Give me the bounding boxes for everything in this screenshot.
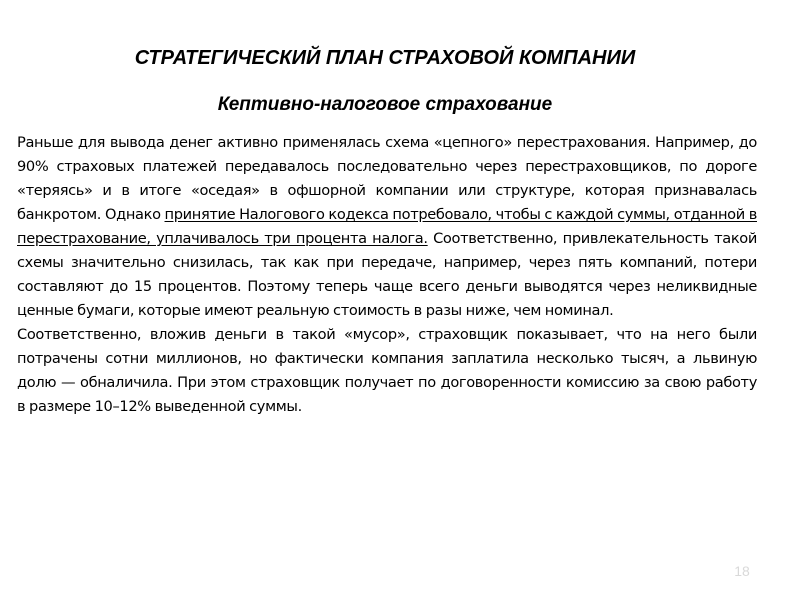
paragraph-1-underlined: принятие Налогового кодекса потребовало, чтобы с каждой суммы, отданной в перестрахование, уплачивалось три процента налога. (17, 206, 757, 247)
page-number: 18 (734, 563, 750, 579)
paragraph-1 (17, 131, 757, 323)
slide-subtitle: Кептивно-налоговое страхование (217, 94, 553, 115)
body-text (17, 131, 757, 419)
paragraph-1-rest: Соответственно, привлекательность такой схемы значительно снизилась, так как при передаче, например, через пять компаний, потери составляют до 15 процентов. Поэтому теперь чаще всего деньги выводятся через неликвидные ценные бумаги, которые имеют реальную стоимость в разы ниже, чем номинал. (17, 230, 757, 319)
paragraph-1-intro: Раньше для вывода денег активно применялась схема «цепного» перестрахования. Например, до 90% страховых платежей передавалось последовательно через перестраховщиков, по дороге «теряясь» и в итоге «оседая» в офшорной компании или структуре, которая признавалась банкротом. Однако (17, 134, 757, 223)
paragraph-2: Соответственно, вложив деньги в такой «мусор», страховщик показывает, что на него были потрачены сотни миллионов, но фактически компания заплатила несколько тысяч, а львиную долю — обналичила. При этом страховщик получает по договоренности комиссию за свою работу в размере 10–12% выведенной суммы. (17, 326, 757, 415)
slide-title: СТРАТЕГИЧЕСКИЙ ПЛАН СТРАХОВОЙ КОМПАНИИ (134, 47, 636, 69)
